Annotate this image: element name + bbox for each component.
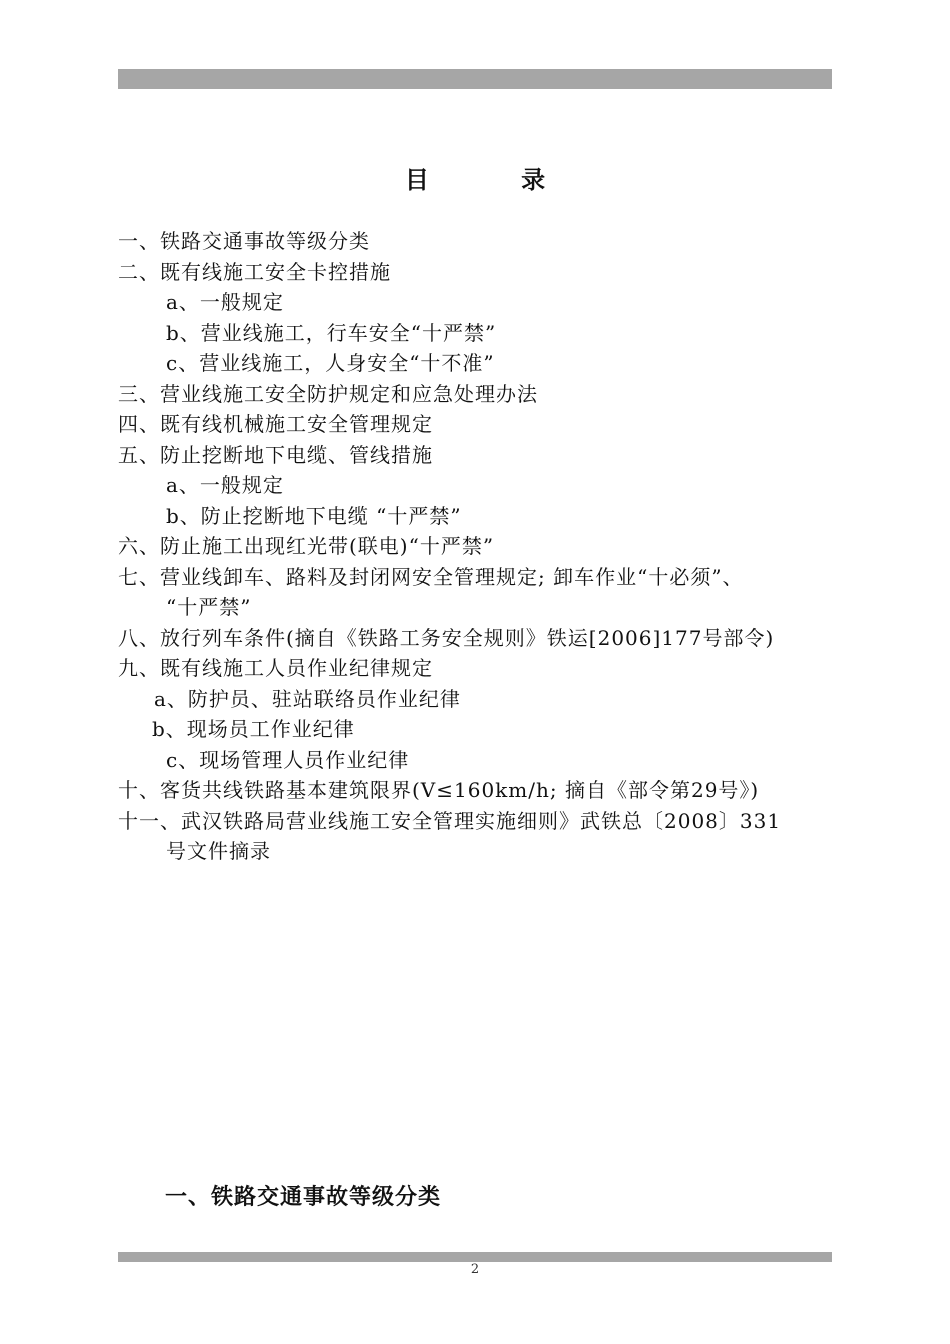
toc-subitem[interactable]: a、防护员、驻站联络员作业纪律 [154, 686, 461, 711]
header-rule [118, 69, 832, 89]
toc-item[interactable]: 十一、武汉铁路局营业线施工安全管理实施细则》武铁总〔2008〕331 [118, 808, 782, 833]
toc-item[interactable]: 七、营业线卸车、路料及封闭网安全管理规定; 卸车作业“十必须”、 [118, 564, 744, 589]
toc-item[interactable]: 一、铁路交通事故等级分类 [118, 229, 370, 253]
toc-subitem[interactable]: a、一般规定 [166, 290, 284, 314]
toc-subitem[interactable]: b、防止挖断地下电缆 “十严禁” [166, 503, 462, 528]
toc-item[interactable]: 二、既有线施工安全卡控措施 [118, 259, 391, 284]
toc-subitem[interactable]: c、营业线施工，人身安全“十不准” [166, 351, 495, 375]
toc-item[interactable]: 五、防止挖断地下电缆、管线措施 [118, 442, 433, 467]
toc-item[interactable]: 十、客货共线铁路基本建筑限界(V≤160km/h; 摘自《部令第29号》) [118, 778, 760, 802]
toc-subitem[interactable]: c、现场管理人员作业纪律 [166, 747, 410, 772]
toc-item[interactable]: 六、防止施工出现红光带(联电)“十严禁” [118, 534, 495, 558]
toc-subitem[interactable]: b、营业线施工，行车安全“十严禁” [166, 320, 497, 345]
toc-item[interactable]: 四、既有线机械施工安全管理规定 [118, 412, 433, 436]
page-title: 目 录 [404, 165, 588, 194]
page-number: 2 [470, 1262, 480, 1277]
section-heading: 一、铁路交通事故等级分类 [165, 1184, 442, 1210]
table-of-contents [118, 226, 838, 867]
toc-item[interactable]: 九、既有线施工人员作业纪律规定 [118, 656, 433, 680]
toc-subitem[interactable]: a、一般规定 [166, 473, 284, 497]
toc-subitem[interactable]: b、现场员工作业纪律 [152, 717, 355, 741]
toc-item-continuation[interactable]: 号文件摘录 [166, 839, 271, 863]
footer-rule [118, 1252, 832, 1262]
toc-item[interactable]: 三、营业线施工安全防护规定和应急处理办法 [118, 381, 538, 406]
toc-item-continuation[interactable]: “十严禁” [166, 595, 252, 619]
toc-item[interactable]: 八、放行列车条件(摘自《铁路工务安全规则》铁运[2006]177号部令) [118, 625, 775, 650]
